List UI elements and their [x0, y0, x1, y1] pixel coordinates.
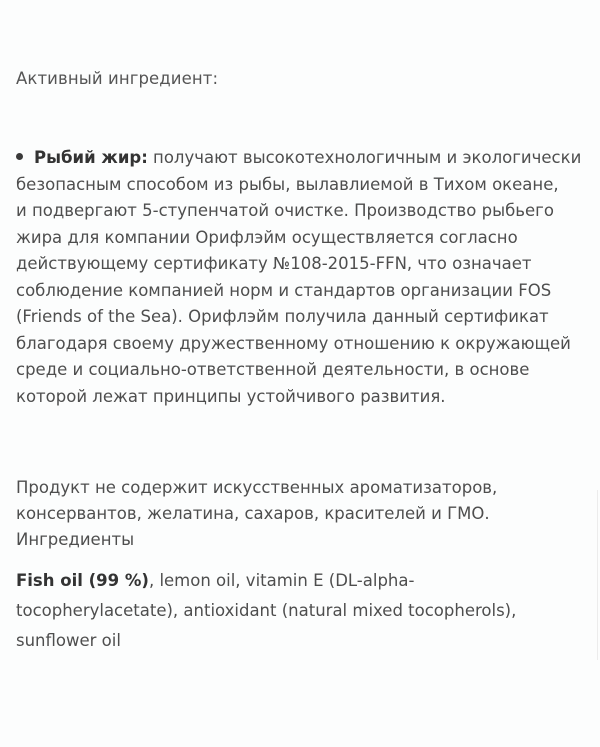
ingredient-description-line: (Friends of the Sea). Орифлэйм получила данный сертификат	[16, 307, 549, 326]
ingredient-name: Рыбий жир:	[34, 148, 148, 167]
ingredients-text: , lemon oil, vitamin E (DL-alpha-	[148, 571, 415, 590]
active-ingredient-heading: Активный ингредиент:	[16, 69, 219, 88]
note-line: Продукт не содержит искусственных ароматизаторов,	[16, 478, 498, 497]
active-ingredient-item	[16, 145, 596, 410]
ingredients-line: tocopherylacetate), antioxidant (natural mixed tocopherols),	[16, 601, 517, 620]
product-note	[16, 475, 596, 553]
ingredient-description-line: и подвергают 5-ступенчатой очистке. Производство рыбьего	[16, 201, 554, 220]
ingredient-description-line: благодаря своему дружественному отношению к окружающей	[16, 333, 571, 353]
ingredient-description-line: получают высокотехнологичным и экологически	[147, 148, 582, 167]
ingredients-line	[16, 566, 596, 596]
ingredient-description-line: которой лежат принципы устойчивого развития.	[16, 386, 446, 406]
edge-divider	[597, 490, 598, 660]
ingredients-label: Ингредиенты	[16, 530, 135, 549]
bullet-line-1	[16, 145, 596, 172]
ingredient-description-line: среде и социально-ответственной деятельности, в основе	[16, 360, 530, 379]
ingredients-line: sunflower oil	[16, 631, 121, 650]
primary-ingredient: Fish oil (99 %)	[16, 571, 149, 590]
bullet-icon	[16, 153, 23, 160]
note-line: консервантов, желатина, сахаров, красителей и ГМО.	[16, 504, 490, 523]
ingredient-description-line: жира для компании Орифлэйм осуществляется согласно	[16, 227, 518, 247]
ingredient-description-line: соблюдение компанией норм и стандартов организации FOS	[16, 280, 552, 300]
ingredient-description-line: действующему сертификату №108-2015-FFN, что означает	[16, 254, 532, 273]
ingredient-description-line: безопасным способом из рыбы, вылавлиемой в Тихом океане,	[16, 174, 559, 194]
ingredients-list	[16, 566, 596, 656]
